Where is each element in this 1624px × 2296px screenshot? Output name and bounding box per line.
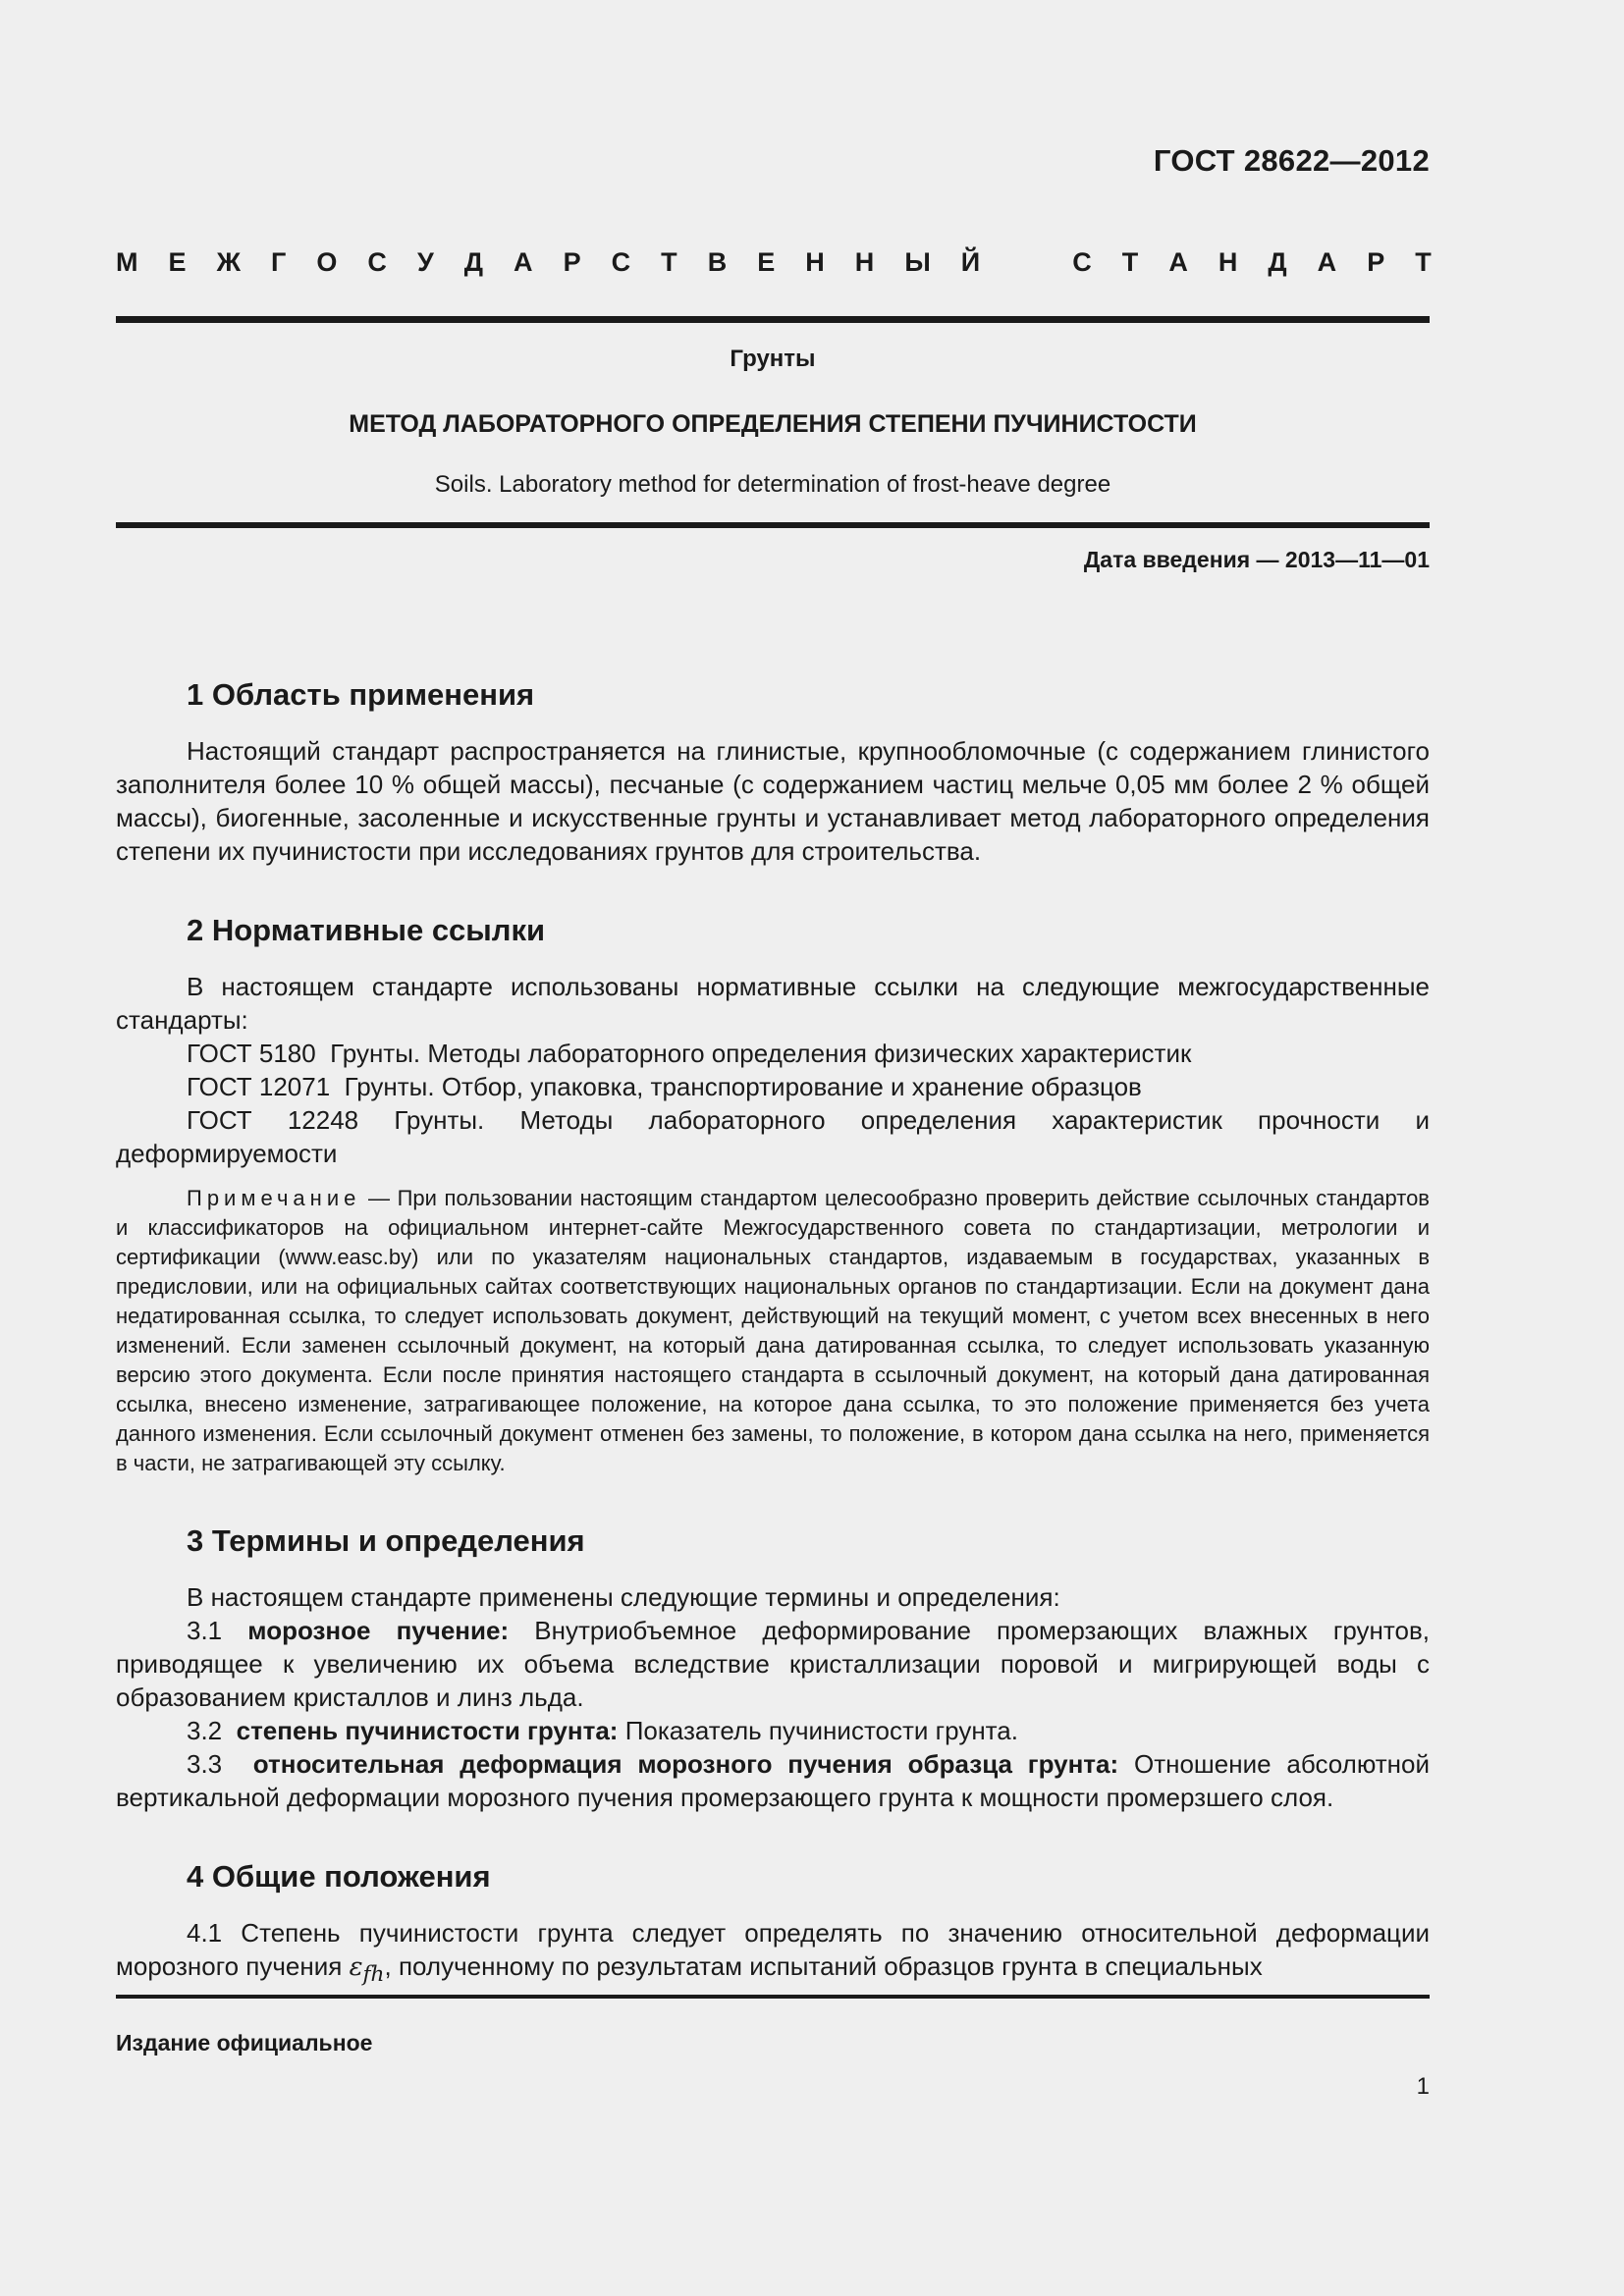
paragraph bbox=[116, 1916, 1430, 1992]
section-heading: 1 Область применения bbox=[187, 677, 535, 712]
reference-title: Грунты. Отбор, упаковка, транспортирование и хранение образцов bbox=[344, 1072, 1142, 1101]
banner-letter: Н bbox=[854, 247, 875, 277]
banner-letter: Е bbox=[757, 247, 776, 277]
paragraph: В настоящем стандарте использованы нормативные ссылки на следующие межгосударственные стандарты: bbox=[116, 972, 1430, 1035]
banner-letter: А bbox=[1317, 247, 1337, 277]
banner-letter: С bbox=[367, 247, 387, 277]
epsilon-subscript: fh bbox=[362, 1962, 385, 1988]
banner-letter: О bbox=[316, 247, 338, 277]
banner-letter: Р bbox=[563, 247, 581, 277]
banner-letter: С bbox=[611, 247, 631, 277]
introduction-date: Дата введения — 2013—11—01 bbox=[1083, 547, 1430, 572]
term-text: Отношение абсолютной вертикальной деформации морозного пучения промерзающего грунта к мощности промерзшего слоя. bbox=[116, 1749, 1430, 1812]
term-name: относительная деформация морозного пучения образца грунта: bbox=[252, 1749, 1119, 1779]
banner-letter: Д bbox=[1268, 247, 1287, 277]
term-definition bbox=[116, 1747, 1430, 1814]
term-text: Внутриобъемное деформирование промерзающих влажных грунтов, приводящее к увеличению их объема вследствие кристаллизации поровой и мигрирующей воды с образованием кристаллов и линз льда. bbox=[116, 1616, 1430, 1712]
term-name: степень пучинистости грунта: bbox=[236, 1716, 619, 1745]
section-heading: 3 Термины и определения bbox=[187, 1523, 585, 1558]
banner-letter: Т bbox=[1121, 247, 1139, 277]
section-general-provisions bbox=[116, 1859, 1430, 1992]
term-definition bbox=[116, 1614, 1430, 1714]
term-number: 3.3 bbox=[187, 1749, 223, 1779]
banner-letter: Ж bbox=[216, 247, 241, 277]
banner-letter: Т bbox=[1415, 247, 1432, 277]
footer-rule bbox=[116, 1995, 1430, 1999]
edition-label: Издание официальное bbox=[116, 2030, 373, 2056]
banner-letter: С bbox=[1072, 247, 1092, 277]
interstate-standard-banner bbox=[116, 247, 1432, 278]
banner-letter: Т bbox=[661, 247, 677, 277]
section-heading: 2 Нормативные ссылки bbox=[187, 913, 546, 947]
paragraph: В настоящем стандарте применены следующие термины и определения: bbox=[187, 1582, 1060, 1612]
banner-letter: Е bbox=[168, 247, 187, 277]
section-normative-references bbox=[116, 913, 1430, 1478]
reference-code: ГОСТ 12071 bbox=[187, 1072, 331, 1101]
paragraph-text: 4.1 Степень пучинистости грунта следует определять по значению относительной деформации морозного пучения bbox=[116, 1918, 1430, 1981]
title-english: Soils. Laboratory method for determination of frost-heave degree bbox=[434, 471, 1111, 498]
section-scope bbox=[116, 677, 1430, 868]
paragraph: Настоящий стандарт распространяется на глинистые, крупнообломочные (с содержанием глинистого заполнителя более 10 % общей массы), песчаные (с содержанием частиц мельче 0,05 мм более 2 % общей массы), биогенные, засоленные и искусственные грунты и устанавливает метод лабораторного определения степени их пучинистости при исследованиях грунтов для строительства. bbox=[116, 736, 1430, 866]
note-block bbox=[116, 1184, 1430, 1478]
term-number: 3.2 bbox=[187, 1716, 223, 1745]
banner-gap bbox=[1010, 247, 1042, 278]
banner-letter: А bbox=[1168, 247, 1188, 277]
doc-number: ГОСТ 28622—2012 bbox=[1153, 143, 1430, 178]
header-rule-bottom bbox=[116, 522, 1430, 528]
term-text: Показатель пучинистости грунта. bbox=[624, 1716, 1018, 1745]
banner-letter: Ы bbox=[904, 247, 931, 277]
banner-letter: А bbox=[514, 247, 533, 277]
banner-letter: Р bbox=[1367, 247, 1385, 277]
title-main: МЕТОД ЛАБОРАТОРНОГО ОПРЕДЕЛЕНИЯ СТЕПЕНИ ПУЧИНИСТОСТИ bbox=[349, 410, 1197, 438]
banner-letter: Д bbox=[463, 247, 484, 277]
banner-letter: Г bbox=[271, 247, 287, 277]
term-definition bbox=[116, 1714, 1430, 1747]
reference-item bbox=[116, 1037, 1430, 1070]
reference-item bbox=[116, 1103, 1430, 1170]
paragraph-text: , полученному по результатам испытаний образцов грунта в специальных bbox=[384, 1951, 1263, 1981]
note-text: — При пользовании настоящим стандартом целесообразно проверить действие ссылочных стандартов и классификаторов на официальном интернет-сайте Межгосударственного совета по стандартизации, метрологии и сертификации (www.easc.by) или по указателям национальных стандартов, издаваемым в государствах, указанных в предисловии, или на официальных сайтах соответствующих национальных органов по стандартизации. Если на документ дана недатированная ссылка, то следует использовать документ, действующий на текущий момент, с учетом всех внесенных в него изменений. Если заменен ссылочный документ, на который дана датированная ссылка, то следует использовать указанную версию этого документа. Если после принятия настоящего стандарта в ссылочный документ, на который дана датированная ссылка, внесено изменение, затрагивающее положение, на которое дана ссылка, то это положение применяется без учета данного изменения. Если ссылочный документ отменен без замены, то положение, в котором дана ссылка на него, применяется в части, не затрагивающей эту ссылку. bbox=[116, 1186, 1430, 1475]
epsilon-symbol: ε bbox=[349, 1952, 363, 1982]
reference-code: ГОСТ 5180 bbox=[187, 1039, 316, 1068]
section-terms bbox=[116, 1523, 1430, 1814]
banner-letter: В bbox=[707, 247, 728, 277]
banner-letter: У bbox=[416, 247, 434, 277]
note-label: Примечание bbox=[187, 1186, 361, 1210]
reference-item bbox=[116, 1070, 1430, 1103]
title-group: Грунты bbox=[730, 346, 816, 372]
term-number: 3.1 bbox=[187, 1616, 223, 1645]
banner-letter: Й bbox=[960, 247, 981, 277]
banner-letter: М bbox=[116, 247, 138, 277]
term-name: морозное пучение: bbox=[247, 1616, 510, 1645]
page-number: 1 bbox=[1416, 2073, 1430, 2100]
reference-code: ГОСТ 12248 bbox=[187, 1105, 359, 1135]
banner-letter: Н bbox=[805, 247, 825, 277]
header-rule-top bbox=[116, 316, 1430, 323]
reference-title: Грунты. Методы лабораторного определения характеристик прочности и деформируемости bbox=[116, 1105, 1430, 1168]
reference-title: Грунты. Методы лабораторного определения физических характеристик bbox=[330, 1039, 1192, 1068]
banner-letter: Н bbox=[1218, 247, 1238, 277]
section-heading: 4 Общие положения bbox=[187, 1859, 491, 1894]
document-body bbox=[116, 677, 1430, 2037]
